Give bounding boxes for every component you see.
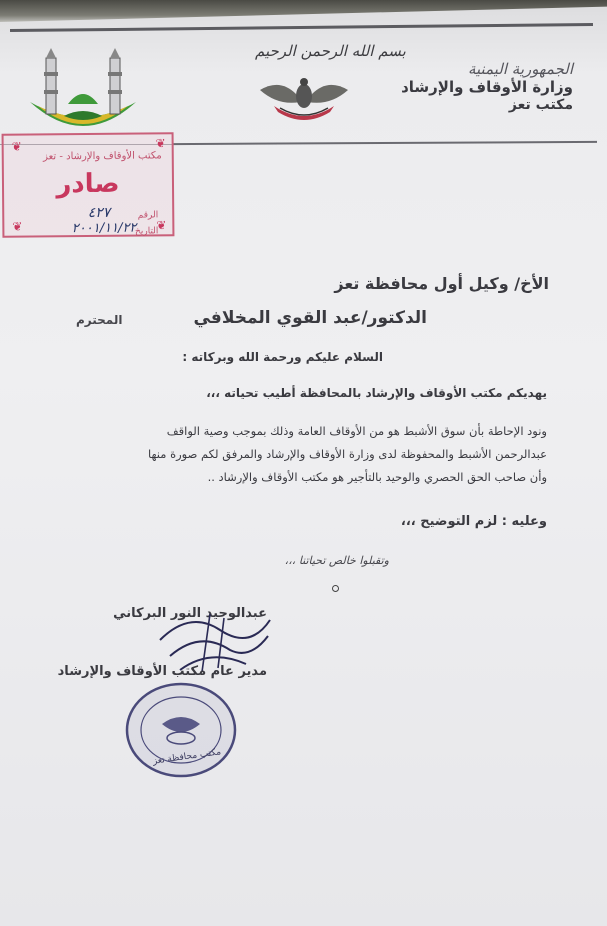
dot-mark (332, 585, 339, 592)
recipient-line: الأخ/ وكيل أول محافظة تعز (334, 274, 549, 293)
stamp-ornament-icon: ❦ (11, 139, 22, 154)
ministry-header (373, 60, 573, 114)
stamp-number-label: الرقم (137, 210, 159, 221)
round-stamp-label: مكتب محافظة تعز (152, 747, 222, 767)
ministry-logo-icon (24, 46, 142, 142)
signer-name: عبدالوحيد النور البركاني (113, 606, 267, 621)
stamp-date-label: التاريخ (134, 226, 159, 237)
stamp-org: مكتب الأوقاف والإرشاد - تعز (43, 150, 162, 163)
bismillah-text: بسم الله الرحمن الرحيم (255, 42, 406, 60)
paragraph-line: وأن صاحب الحق الحصري والوحيد بالتأجير هو مكتب الأوقاف والإرشاد .. (207, 470, 547, 484)
stamp-ornament-icon: ❦ (12, 219, 23, 234)
respected-label: المحترم (76, 313, 123, 327)
stamp-ornament-icon: ❦ (155, 136, 166, 151)
greeting-line: السلام عليكم ورحمة الله وبركاته : (182, 350, 383, 364)
top-divider (10, 23, 593, 32)
clarification-line: وعليه : لزم التوضيح ،،، (400, 514, 547, 529)
signer-title: مدير عام مكتب الأوقاف والإرشاد (57, 664, 267, 679)
scan-shadow (0, 0, 607, 22)
republic-name: الجمهورية اليمنية (467, 60, 573, 78)
header-divider (172, 141, 597, 145)
outgoing-stamp (2, 132, 175, 237)
stamp-issued-label: صادر (56, 168, 120, 200)
national-emblem-icon (256, 72, 352, 126)
stamp-date-value: ٢٠٠١/١١/٢٢ (71, 220, 137, 237)
intro-line: يهديكم مكتب الأوقاف والإرشاد بالمحافظة أطيب تحياته ،،، (206, 386, 547, 400)
body-paragraph (27, 420, 547, 489)
paragraph-line: عبدالرحمن الأشبط والمحفوظة لدى وزارة الأوقاف والإرشاد والمرفق لكم صورة منها (148, 447, 547, 461)
paragraph-line: ونود الإحاطة بأن سوق الأشبط هو من الأوقاف العامة وذلك بموجب وصية الواقف (166, 424, 547, 438)
stamp-ornament-icon: ❦ (156, 218, 167, 233)
recipient-name: الدكتور/عبد القوي المخلافي (193, 308, 427, 328)
office-name: مكتب تعز (508, 97, 573, 113)
stamp-number-value: ٤٢٧ (87, 204, 111, 222)
regards-line: وتقبلوا خالص تحياتنا ،،، (284, 554, 389, 567)
official-round-stamp-icon (122, 680, 240, 780)
ministry-name: وزارة الأوقاف والإرشاد (401, 78, 573, 96)
